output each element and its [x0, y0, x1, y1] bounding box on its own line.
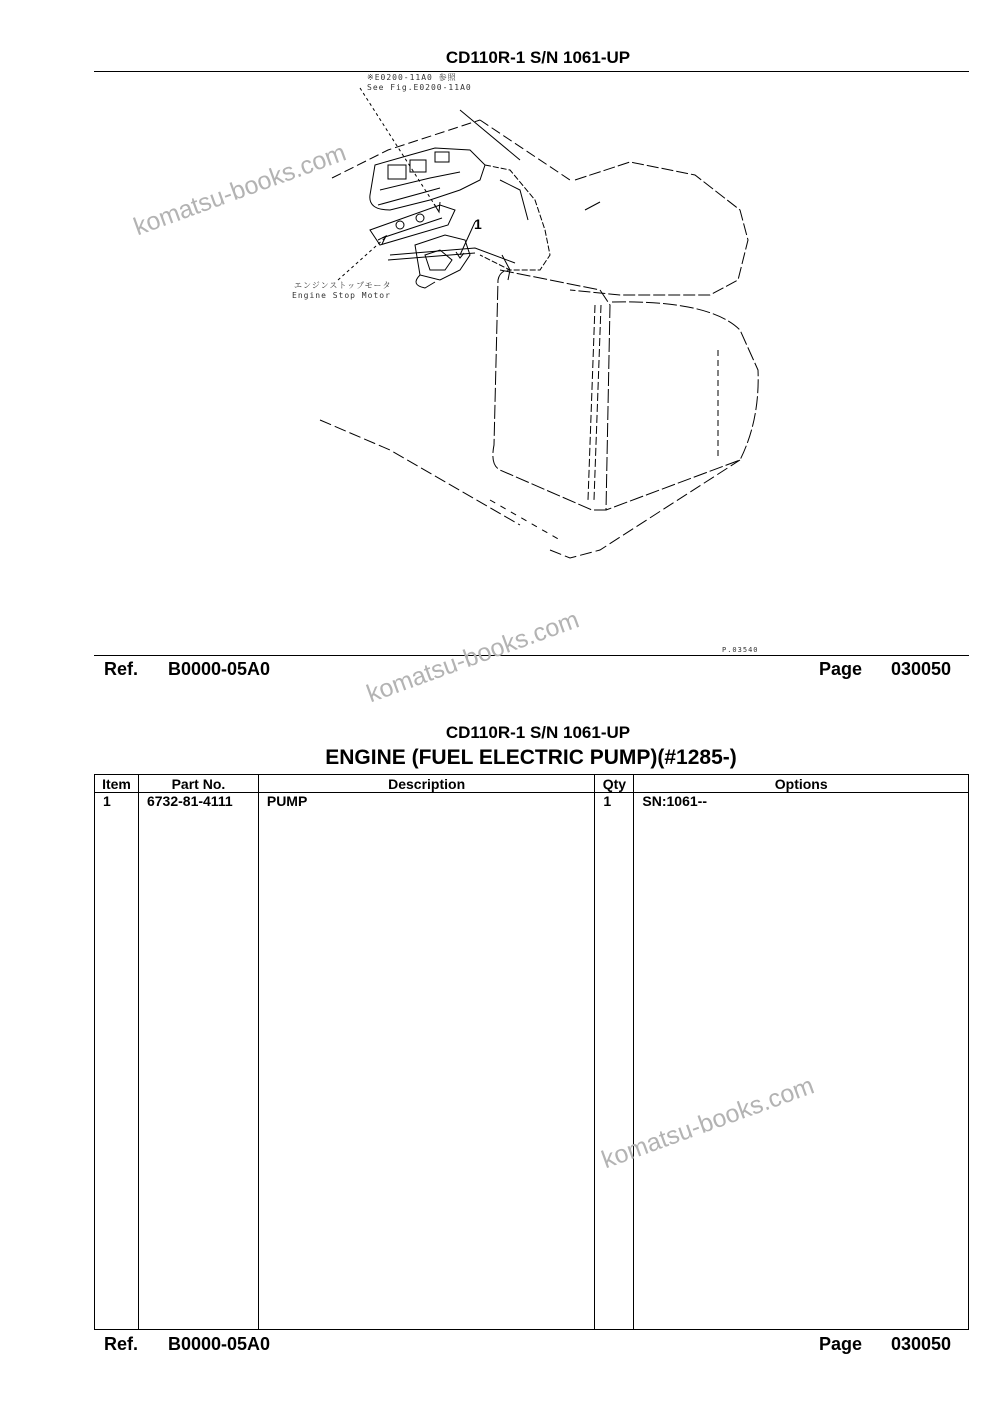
bottom-page-label: Page [819, 1334, 863, 1354]
callout-motor-en: Engine Stop Motor [292, 291, 391, 300]
table-header-row [95, 775, 969, 793]
col-header-item: Item [95, 775, 139, 793]
parts-table [94, 774, 969, 1330]
callout-motor-jp: エンジンストップモータ [294, 281, 392, 290]
bottom-title: CD110R-1 S/N 1061-UP [445, 723, 631, 742]
top-page-label: Page [819, 659, 863, 679]
col-header-options: Options [634, 775, 969, 793]
table-empty-space [95, 811, 969, 1330]
bottom-subtitle: ENGINE (FUEL ELECTRIC PUMP)(#1285-) [325, 746, 737, 769]
cell-description: PUMP [258, 793, 595, 812]
top-page-value: 030050 [891, 659, 952, 679]
col-header-description: Description [258, 775, 595, 793]
item-callout-number: 1 [474, 216, 482, 232]
callout-ref-en: See Fig.E0200-11A0 [367, 83, 472, 92]
bottom-ref-value: B0000-05A0 [168, 1334, 271, 1354]
top-title: CD110R-1 S/N 1061-UP [445, 48, 631, 67]
cell-item: 1 [95, 793, 139, 812]
table-row [95, 793, 969, 812]
bottom-page-value: 030050 [891, 1334, 952, 1354]
col-header-part-no: Part No. [138, 775, 258, 793]
callout-ref-jp: ※E0200-11A0 参照 [367, 73, 457, 82]
top-ref-value: B0000-05A0 [168, 659, 271, 679]
cell-qty: 1 [595, 793, 634, 812]
bottom-ref-label: Ref. [104, 1334, 139, 1354]
top-footer-rule [94, 655, 969, 656]
top-ref-label: Ref. [104, 659, 139, 679]
col-header-qty: Qty [595, 775, 634, 793]
cell-options: SN:1061-- [634, 793, 969, 812]
parts-diagram [270, 70, 790, 660]
watermark: komatsu-books.com [363, 605, 583, 709]
drawing-code: P.03540 [722, 646, 759, 654]
watermark: komatsu-books.com [130, 138, 350, 242]
watermark: komatsu-books.com [598, 1071, 818, 1175]
cell-part-no: 6732-81-4111 [138, 793, 258, 812]
